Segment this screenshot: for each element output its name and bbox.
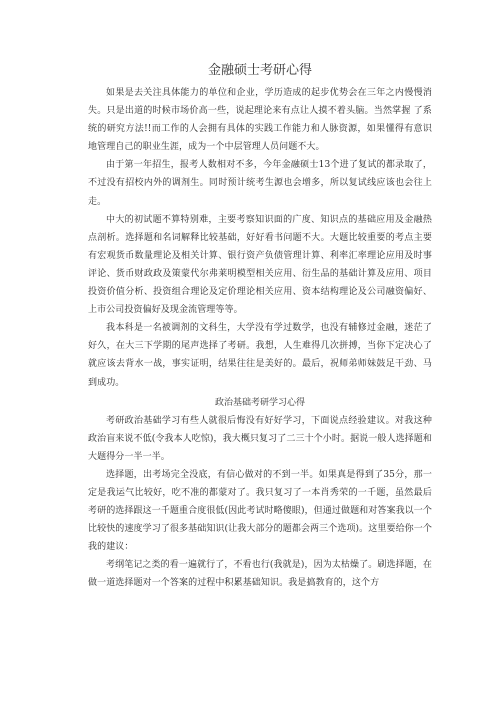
- paragraph-politics-intro: 考研政治基础学习有些人就很后悔没有好好学习，下面说点经验建议。对我这种政治盲来说不低(令我本人吃惊)，我大概只复习了二三十个小时。据说一般人选择题和大题得分一半一半。: [88, 415, 432, 462]
- paragraph-study-advice: 考纲笔记之类的看一遍就行了，不看也行(我就是)，因为太枯燥了。刷选择题，在做一道选择题对一个答案的过程中积累基础知识。我是搞教育的，这个方: [88, 560, 432, 589]
- paragraph-enrollment: 由于第一年招生，报考人数相对不多，今年金融硕士13个进了复试的都录取了，不过没有招校内外的调剂生。同时预计统考生源也会增多，所以复试线应该也会往上走。: [88, 160, 432, 207]
- document-body: [88, 62, 432, 593]
- paragraph-exam-topics: 中大的初试题不算特别难，主要考察知识面的广度、知识点的基础应用及金融热点剖析。选择题和名词解释比较基础，好好看书问题不大。大题比较重要的考点主要有宏观货币数量理论及相关计算、银行资产负债管理计算、利率汇率理论应用及时事评论、货币财政政及策蒙代尔弗莱明模型相关应用、衍生品的基础计算及应用、项目投资价值分析、投资组合理论及定价理论相关应用、资本结构理论及公司融资偏好、上市公司投资偏好及现金流管理等等。: [88, 214, 432, 316]
- paragraph-career-advantage: 如果是去关注具体能力的单位和企业，学历造成的起步优势会在三年之内慢慢消失。只是出道的时候市场价高一些，说起理论来有点让人摸不着头脑。当然掌握 了系统的研究方法!!而工作的人会拥有具体的实践工作能力和人脉资源，如果懂得有意识地管理自己的职业生涯，成为一个中层管理人员问题不大。: [88, 88, 432, 153]
- paragraph-multiple-choice: 选择题，出考场完全没底，有信心做对的不到一半。如果真是得到了35分，那一定是我运气比较好，吃不准的都蒙对了。我只复习了一本肖秀荣的一千题，虽然最后考研的选择跟这一千题重合度很低(因此考试时略傻眼)，但通过做题和对答案我以一个比较快的速度学习了很多基础知识(让我大部分的题都会两三个选项)。这里要给你一个我的建议：: [88, 469, 432, 553]
- section-heading-politics: 政治基础考研学习心得: [214, 397, 305, 408]
- paragraph-personal-story: 我本科是一名被调剂的文科生，大学没有学过数学，也没有辅修过金融，迷茫了好久，在大三下学期的尾声选择了考研。我想，人生难得几次拼搏，当你下定决心了就应该去背水一战，事实证明，结果往往是美好的。最后，祝师弟师妹鼓足干劲、马到成功。: [88, 323, 432, 388]
- document-title: 金融硕士考研心得: [207, 63, 312, 78]
